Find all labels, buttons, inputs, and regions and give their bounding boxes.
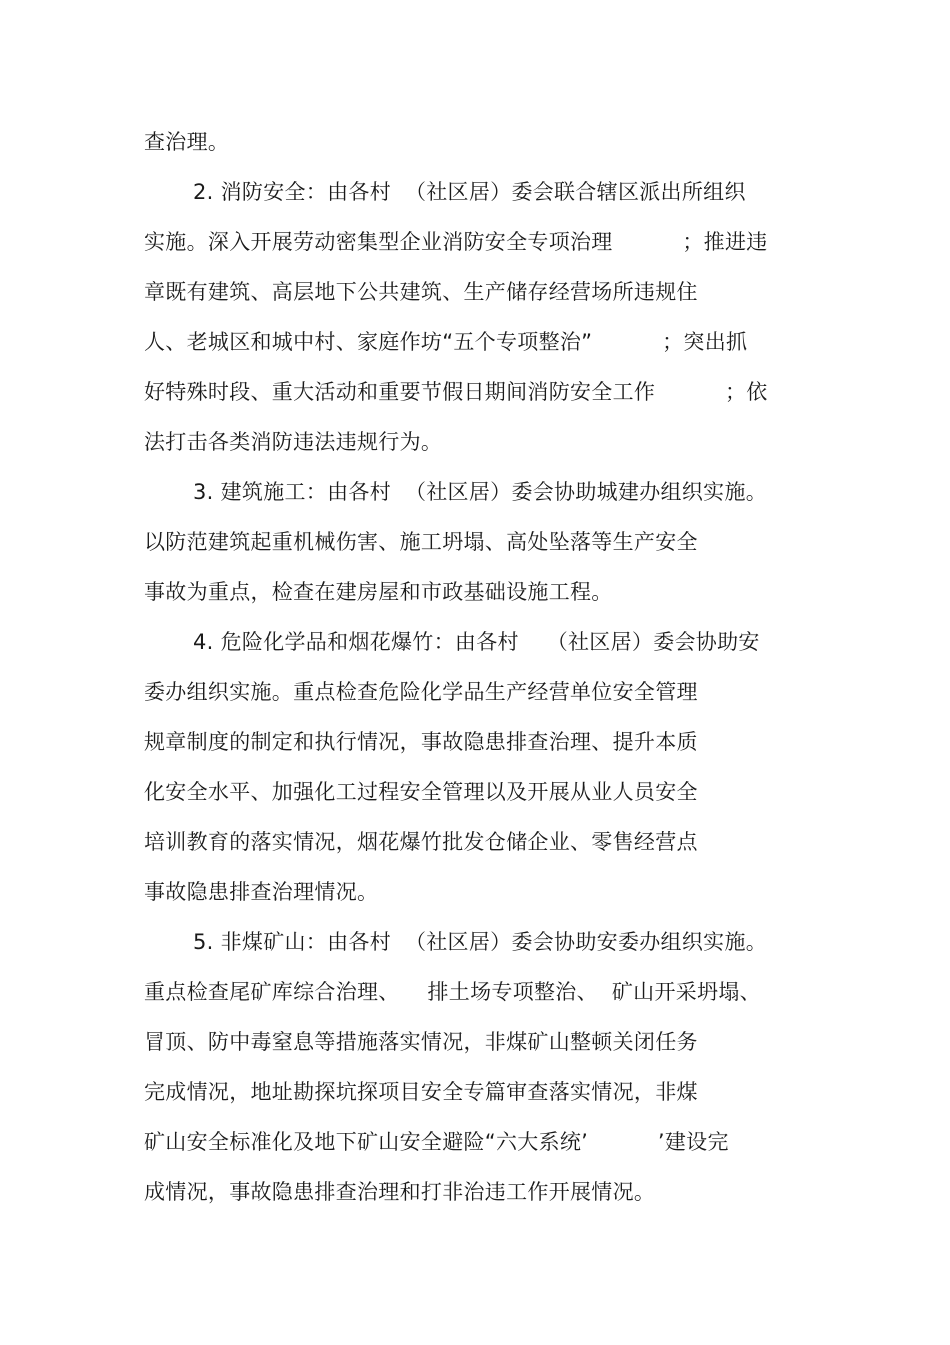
text-line: 重点检查尾矿库综合治理、 排土场专项整治、 矿山开采坍塌、	[144, 980, 761, 1004]
text-line: 以防范建筑起重机械伤害、施工坍塌、高处坠落等生产安全	[144, 530, 698, 554]
text-line: 法打击各类消防违法违规行为。	[144, 430, 443, 454]
text-line: 实施。深入开展劳动密集型企业消防安全专项治理 ；推进违	[144, 230, 768, 254]
text-line: 事故为重点，检查在建房屋和市政基础设施工程。	[144, 580, 613, 604]
text-line: 人、老城区和城中村、家庭作坊“五个专项整治” ；突出抓	[144, 330, 748, 354]
text-line: 2. 消防安全：由各村 （社区居）委会联合辖区派出所组织	[193, 180, 746, 204]
text-line: 4. 危险化学品和烟花爆竹：由各村 （社区居）委会协助安	[193, 630, 760, 654]
text-line: 矿山安全标准化及地下矿山安全避险“六大系统’ ’建设完	[144, 1130, 729, 1154]
text-line: 章既有建筑、高层地下公共建筑、生产储存经营场所违规住	[144, 280, 698, 304]
text-line: 规章制度的制定和执行情况，事故隐患排查治理、提升本质	[144, 730, 698, 754]
text-line: 事故隐患排查治理情况。	[144, 880, 379, 904]
text-line: 委办组织实施。重点检查危险化学品生产经营单位安全管理	[144, 680, 698, 704]
text-line: 完成情况，地址勘探坑探项目安全专篇审查落实情况，非煤	[144, 1080, 698, 1104]
text-line: 查治理。	[144, 130, 230, 154]
text-line: 好特殊时段、重大活动和重要节假日期间消防安全工作 ；依	[144, 380, 768, 404]
text-line: 化安全水平、加强化工过程安全管理以及开展从业人员安全	[144, 780, 698, 804]
text-line: 3. 建筑施工：由各村 （社区居）委会协助城建办组织实施。	[193, 480, 768, 504]
text-line: 培训教育的落实情况，烟花爆竹批发仓储企业、零售经营点	[144, 830, 698, 854]
text-line: 成情况，事故隐患排查治理和打非治违工作开展情况。	[144, 1180, 656, 1204]
text-line: 5. 非煤矿山：由各村 （社区居）委会协助安委办组织实施。	[193, 930, 768, 954]
text-line: 冒顶、防中毒窒息等措施落实情况，非煤矿山整顿关闭任务	[144, 1030, 698, 1054]
